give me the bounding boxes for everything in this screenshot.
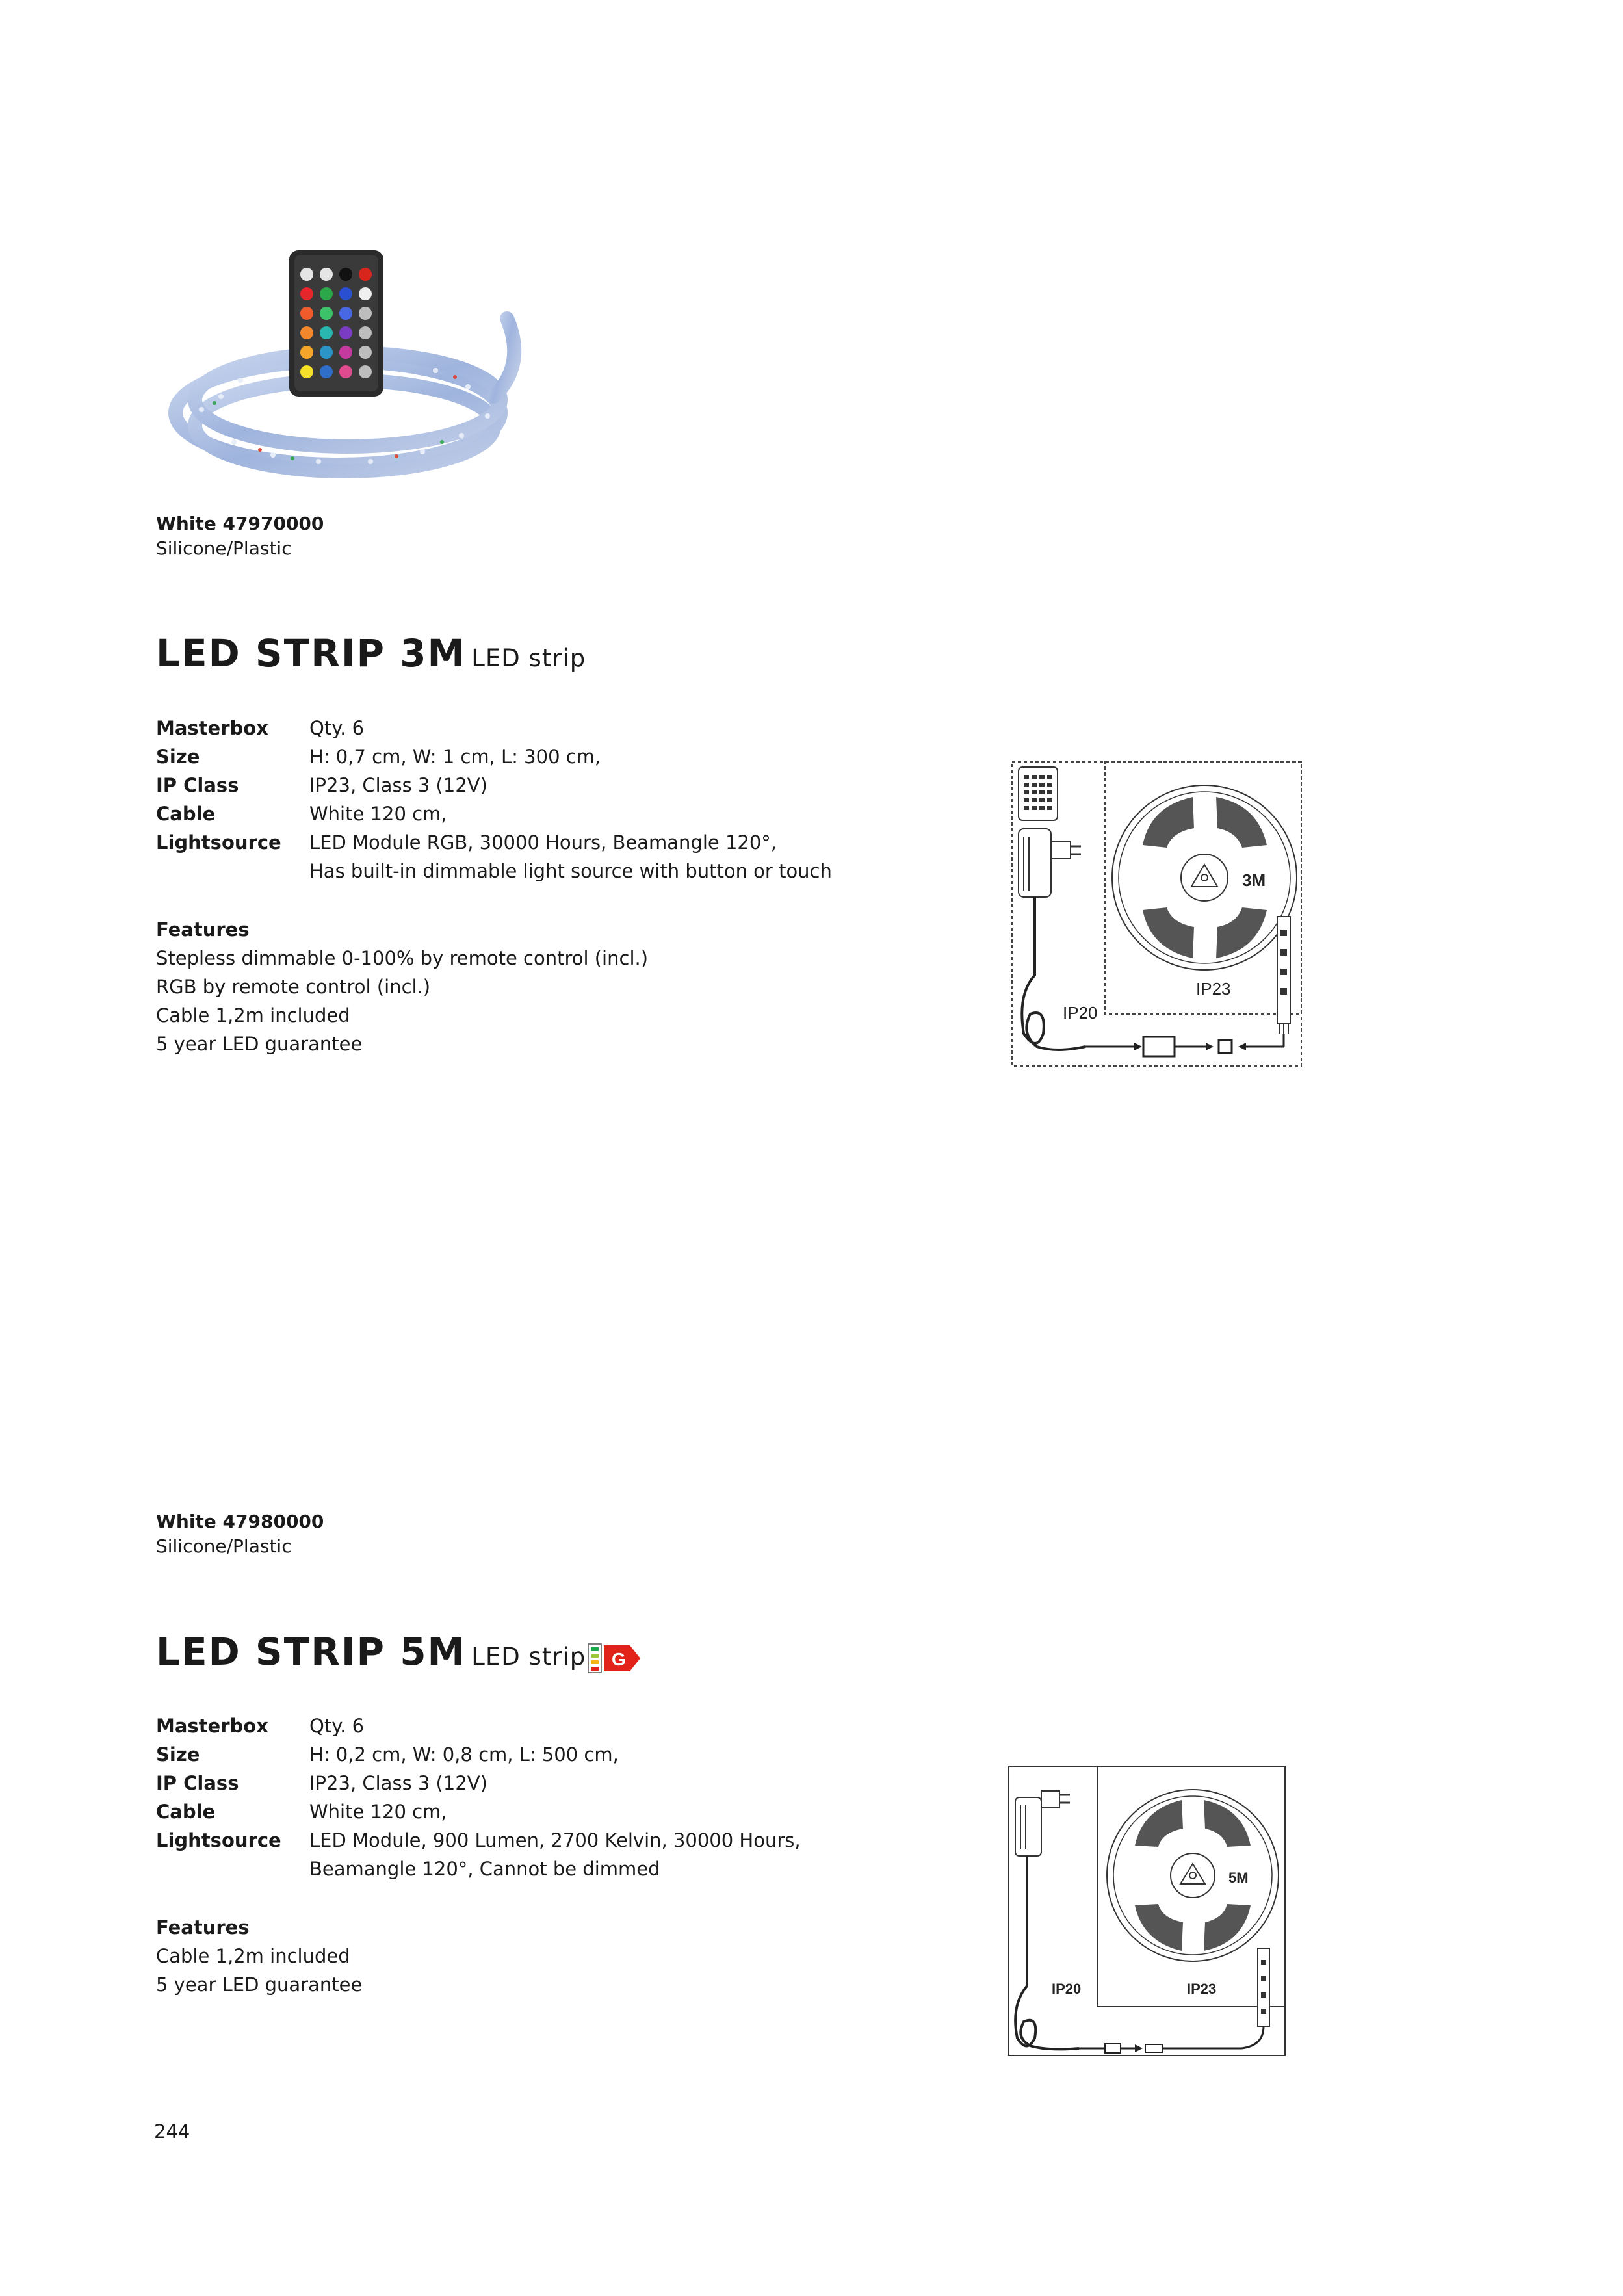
energy-label-badge xyxy=(588,1643,642,1673)
features-heading: Features xyxy=(156,1916,250,1938)
spec-label: Masterbox xyxy=(156,717,268,739)
spec-table xyxy=(156,714,936,889)
spec-label: IP Class xyxy=(156,774,239,796)
spec-value: White 120 cm, xyxy=(309,803,447,825)
spec-value: LED Module RGB, 30000 Hours, Beamangle 120°, xyxy=(309,831,777,854)
variant-material: Silicone/Plastic xyxy=(156,1535,292,1557)
spec-value: Beamangle 120°, Cannot be dimmed xyxy=(309,1858,660,1880)
feature-item: Cable 1,2m included xyxy=(156,1004,350,1026)
installation-diagram-5m xyxy=(1007,1765,1290,2061)
spec-value: LED Module, 900 Lumen, 2700 Kelvin, 30000 Hours, xyxy=(309,1829,801,1851)
installation-diagram-3m xyxy=(1011,761,1306,1073)
spec-value: IP23, Class 3 (12V) xyxy=(309,774,487,796)
product-photo-led-strip-rgb xyxy=(162,247,539,494)
spec-label: Masterbox xyxy=(156,1715,268,1737)
spec-label: Cable xyxy=(156,1801,216,1823)
feature-item: 5 year LED guarantee xyxy=(156,1033,363,1055)
feature-item: Cable 1,2m included xyxy=(156,1945,350,1967)
product-subtitle: LED strip xyxy=(471,644,586,672)
features-heading: Features xyxy=(156,919,250,941)
spec-value: H: 0,2 cm, W: 0,8 cm, L: 500 cm, xyxy=(309,1743,619,1766)
diagram-ip-strip: IP23 xyxy=(1187,1981,1217,1997)
product-title-text: LED STRIP 3M xyxy=(156,631,467,675)
spec-table xyxy=(156,1712,936,1887)
product-title xyxy=(156,1629,586,1680)
variant-material: Silicone/Plastic xyxy=(156,538,292,559)
energy-class: G xyxy=(612,1649,626,1669)
feature-item: Stepless dimmable 0-100% by remote control (incl.) xyxy=(156,947,649,969)
diagram-ip-adapter: IP20 xyxy=(1063,1003,1098,1023)
spec-value: Qty. 6 xyxy=(309,1715,365,1737)
energy-scale-text: A G xyxy=(588,1643,590,1644)
feature-item: RGB by remote control (incl.) xyxy=(156,976,431,998)
spec-value: H: 0,7 cm, W: 1 cm, L: 300 cm, xyxy=(309,746,601,768)
product-title xyxy=(156,631,586,681)
diagram-ip-adapter: IP20 xyxy=(1052,1981,1082,1997)
page-number: 244 xyxy=(154,2120,190,2143)
spec-label: Cable xyxy=(156,803,216,825)
variant-code: White 47980000 xyxy=(156,1511,324,1532)
spec-value: IP23, Class 3 (12V) xyxy=(309,1772,487,1794)
diagram-length-label: 3M xyxy=(1242,870,1266,890)
spec-value: Qty. 6 xyxy=(309,717,365,739)
product-title-text: LED STRIP 5M xyxy=(156,1630,467,1674)
product-subtitle: LED strip xyxy=(471,1643,586,1671)
diagram-length-label: 5M xyxy=(1228,1870,1249,1886)
spec-label: Size xyxy=(156,1743,200,1766)
spec-label: Lightsource xyxy=(156,1829,281,1851)
variant-code: White 47970000 xyxy=(156,513,324,534)
feature-item: 5 year LED guarantee xyxy=(156,1974,363,1996)
spec-value: Has built-in dimmable light source with button or touch xyxy=(309,860,832,882)
spec-value: White 120 cm, xyxy=(309,1801,447,1823)
spec-label: IP Class xyxy=(156,1772,239,1794)
spec-label: Lightsource xyxy=(156,831,281,854)
diagram-ip-strip: IP23 xyxy=(1196,979,1231,998)
spec-label: Size xyxy=(156,746,200,768)
